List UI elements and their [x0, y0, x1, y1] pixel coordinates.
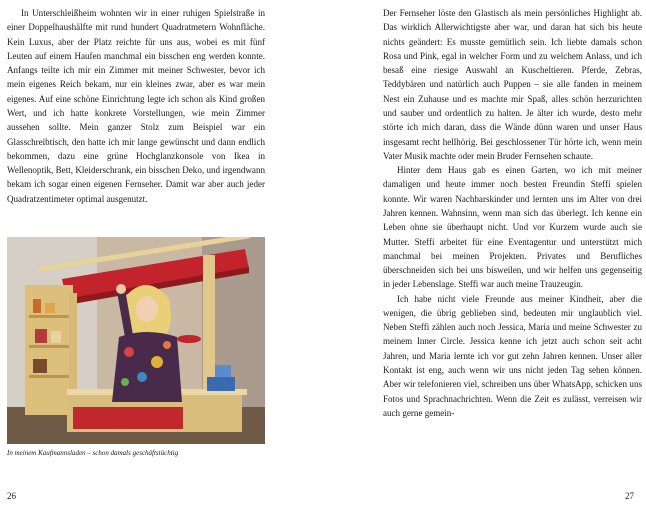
- left-text-column: [7, 6, 265, 206]
- paragraph: Hinter dem Haus gab es einen Garten, wo ich mit meiner damaligen und heute immer noch besten Freundin Steffi spielen konnte. Wir waren Nachbarskinder und lernten uns im Alter von drei Jahren kennen. Wahnsinn, wenn man sich das überlegt. Ich kenne ein Leben ohne sie überhaupt nicht. Und vor Kurzem wurde auch sie Mutter. Steffi arbeitet für eine Eventagentur und unterstützt mich manchmal bei meinen Projekten. Privates und Berufliches überschneiden sich bei uns bisweilen, und wir helfen uns gegenseitig in jeder Lebenslage. Steffi war auch meine Trauzeugin.: [383, 165, 642, 290]
- page-number-left: 26: [7, 491, 16, 501]
- right-text-column: [383, 6, 642, 420]
- photo-caption: In meinem Kaufmannsladen – schon damals geschäftstüchtig: [7, 449, 179, 457]
- paragraph: Ich habe nicht viele Freunde aus meiner Kindheit, aber die wenigen, die übrig geblieben sind, bedeuten mir unglaublich viel. Neben Steffi zählen auch noch Jessica, Maria und meine Schwester zu meinem Inner Circle. Jessica kenne ich jetzt auch schon seit acht Jahren, und Maria lernte ich vor gut zehn Jahren kennen. Unser aller Kontakt ist eng, auch wenn wir uns nicht jeden Tag sehen können. Aber wir telefonieren viel, schreiben uns über WhatsApp, schicken uns Fotos und Sprachnachrichten. Wenn die Zeit es zulässt, verreisen wir auch gerne gemein-: [383, 293, 642, 418]
- photo-kaufmannsladen: [7, 237, 265, 444]
- right-page: [323, 0, 646, 516]
- paragraph: Der Fernseher löste den Glastisch als mein persönliches Highlight ab. Das wirklich Allerwichtigste aber war, und daran hat sich bis heute nichts geändert: Es musste gemütlich sein. Ich liebte damals schon Rosa und Pink, egal in welcher Form und zu welchem Anlass, und ich besaß eine riesige Auswahl an Kuscheltieren. Pferde, Zebras, Teddybären und natürlich auch Puppen – sie alle fanden in meinem Nest ein Zuhause und es machte mir Spaß, alles schön herzurichten und sauber und ordentlich zu halten. Je älter ich wurde, desto mehr störte ich mich daran, dass die Wände dünn waren und unser Haus insgesamt recht hellhörig. Bei geschlossener Tür hörte ich, wenn mein Vater Musik machte oder mein Bruder Fernsehen schaute.: [383, 8, 642, 161]
- paragraph: In Unterschleißheim wohnten wir in einer ruhigen Spielstraße in einer Doppelhaushälfte mit rund hundert Quadratmetern Wohnfläche. Kein Luxus, aber der Platz reichte für uns aus, wobei es mit fünf Leuten auf einem Haufen manchmal ein bisschen eng werden konnte. Anfangs teilte ich mir ein Zimmer mit meiner Schwester, bevor ich mein eigenes Reich bekam, nur ein kleines zwar, aber es war mein eigenes. Auf eine schöne Einrichtung legte ich schon als Kind großen Wert, und ich hatte konkrete Vorstellungen, wie mein Zimmer aussehen sollte. Mein ganzer Stolz zum Beispiel war ein Glasschreibtisch, den hatte ich mir lange gewünscht und dann endlich bekommen, dazu eine grüne Hochglanzkonsole von Ikea in Wellenoptik, Bett, Kleiderschrank, ein bisschen Deko, und irgendwann bekam ich sogar einen eigenen Fernseher. Damit war aber auch jeder Quadratzentimeter optimal ausgenutzt.: [7, 8, 265, 204]
- page-number-right: 27: [625, 491, 634, 501]
